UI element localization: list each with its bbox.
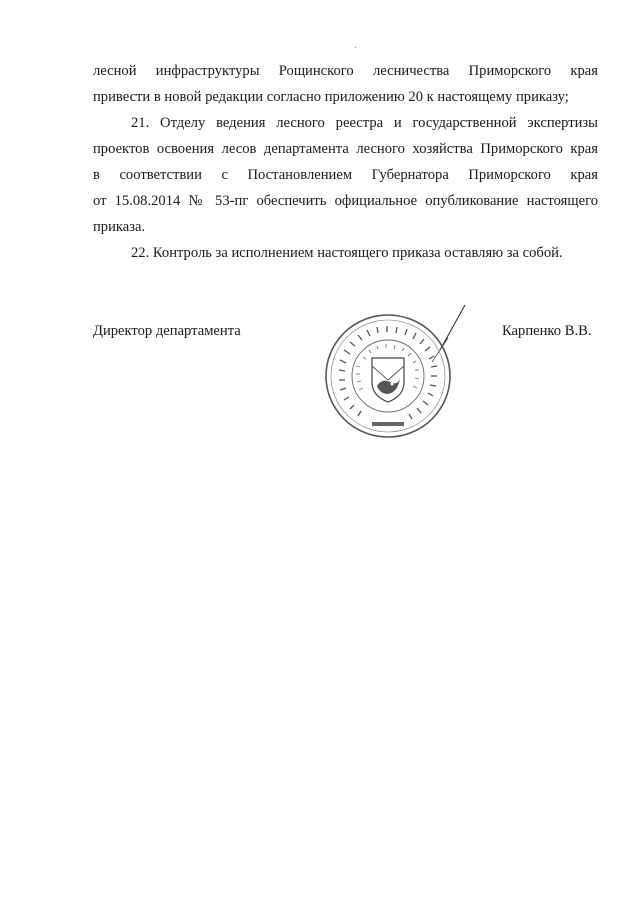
- signatory-name: Карпенко В.В.: [502, 323, 592, 339]
- signature-stroke: [440, 305, 465, 350]
- seal-base-mark: [372, 422, 404, 426]
- text-line: от 15.08.2014 № 53-пг обеспечить официальное опубликование настоящего: [93, 193, 598, 209]
- paragraph-22: [93, 240, 598, 266]
- text-line: приказа.: [93, 219, 146, 235]
- document-body: [93, 58, 598, 266]
- seal-inner-ring: [331, 320, 445, 432]
- paragraph-20-continuation: [93, 58, 598, 110]
- paragraph-21: [93, 110, 598, 240]
- text-line: проектов освоения лесов департамента лесного хозяйства Приморского края: [93, 141, 598, 157]
- signatory-position: Директор департамента: [93, 323, 241, 339]
- text-line: привести в новой редакции согласно приложению 20 к настоящему приказу;: [93, 89, 569, 105]
- text-line: лесной инфраструктуры Рощинского лесничества Приморского края: [93, 63, 598, 79]
- coat-of-arms-tiger: [377, 378, 400, 394]
- coat-of-arms-detail: [391, 383, 394, 386]
- seal-center-ring: [352, 340, 424, 412]
- text-line: в соответствии с Постановлением Губернатора Приморского края: [93, 167, 598, 183]
- scan-dot: [355, 47, 356, 48]
- text-line: 21. Отделу ведения лесного реестра и государственной экспертизы: [131, 115, 598, 131]
- coat-of-arms-chevron: [372, 366, 404, 380]
- official-seal-stamp: [320, 300, 490, 450]
- text-line: 22. Контроль за исполнением настоящего приказа оставляю за собой.: [131, 245, 563, 261]
